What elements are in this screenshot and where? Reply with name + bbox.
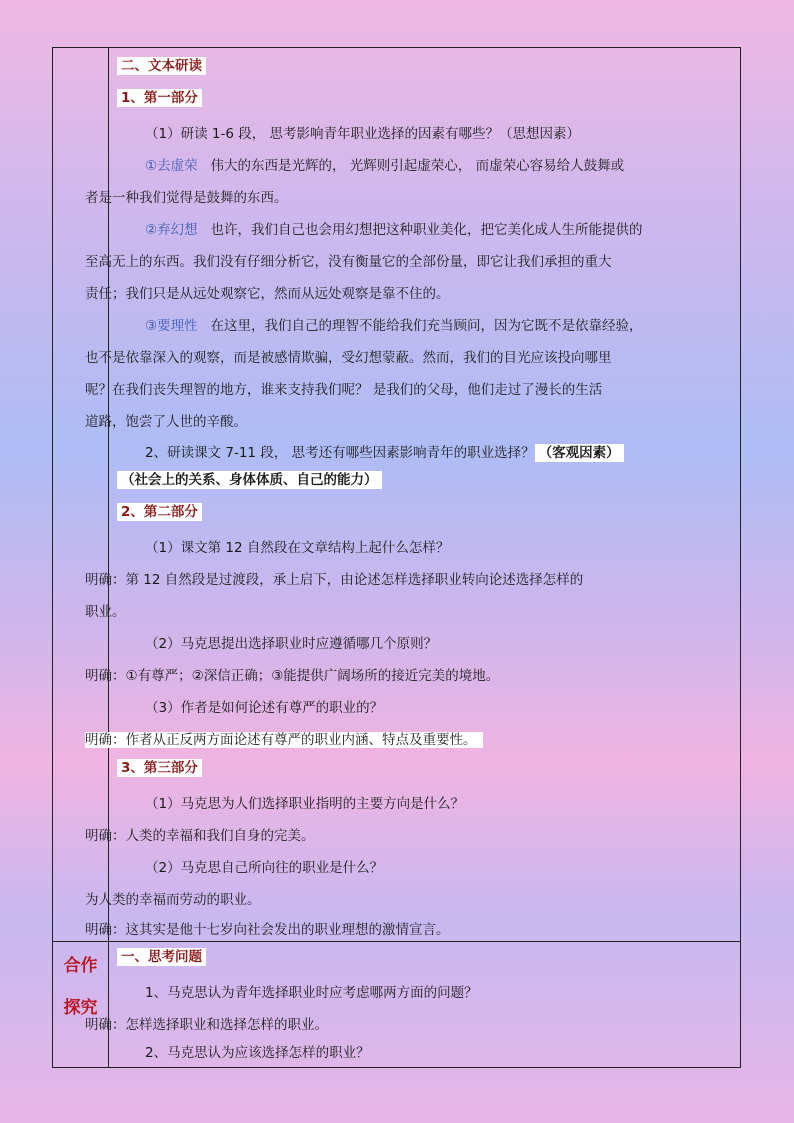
sidebar-label-line1: 合作 xyxy=(63,956,98,976)
part2-heading: 2、第二部分 xyxy=(117,503,202,521)
part2-question1: （1）课文第 12 自然段在文章结构上起什么怎样？ xyxy=(145,540,450,556)
inquiry-question2: 2、马克思认为应该选择怎样的职业？ xyxy=(145,1045,370,1061)
part2-answer3: 明确：作者从正反两方面论述有尊严的职业内涵、特点及重要性。 xyxy=(85,724,732,756)
item3-label: ③要理性 xyxy=(145,318,198,334)
part3-answer2: 为人类的幸福而劳动的职业。 xyxy=(85,892,261,908)
section-heading: 二、文本研读 xyxy=(117,57,206,75)
lesson-table xyxy=(52,47,741,1068)
inquiry-question1: 1、马克思认为青年选择职业时应考虑哪两方面的问题？ xyxy=(145,985,478,1001)
part3-answer1: 明确：人类的幸福和我们自身的完美。 xyxy=(85,828,315,844)
part1-item3: ③要理性 在这里，我们自己的理智不能给我们充当顾问，因为它既不是依靠经验， xyxy=(145,318,643,334)
part2-question3: （3）作者是如何论述有尊严的职业的？ xyxy=(145,700,384,716)
inquiry-section xyxy=(85,941,732,1069)
part3-question1: （1）马克思为人们选择职业指明的主要方向是什么？ xyxy=(145,796,465,812)
q2-tag: （客观因素） xyxy=(535,444,624,462)
part1-item2-cont1: 至高无上的东西。我们没有仔细分析它，没有衡量它的全部份量，即它让我们承担的重大 xyxy=(85,254,612,270)
part1-item3-cont3: 道路，饱尝了人世的辛酸。 xyxy=(85,414,247,430)
part1-question2-answer: （社会上的关系、身体体质、自己的能力） xyxy=(117,464,732,496)
part2-answer1: 明确：第 12 自然段是过渡段，承上启下，由论述怎样选择职业转向论述选择怎样的 xyxy=(85,572,584,588)
part2-answer1-cont: 职业。 xyxy=(85,604,126,620)
inquiry-heading: 一、思考问题 xyxy=(117,948,206,966)
text-study-section xyxy=(85,48,732,941)
part1-item2: ②弃幻想 也许，我们自己也会用幻想把这种职业美化，把它美化成人生所能提供的 xyxy=(145,222,643,238)
sidebar-label-line2: 探究 xyxy=(63,998,98,1018)
part1-item1: ①去虚荣 伟大的东西是光辉的， 光辉则引起虚荣心， 而虚荣心容易给人鼓舞或 xyxy=(145,158,625,174)
part1-item3-cont1: 也不是依靠深入的观察，而是被感情欺骗，受幻想蒙蔽。然而，我们的目光应该投向哪里 xyxy=(85,350,612,366)
part3-question2: （2）马克思自己所向往的职业是什么？ xyxy=(145,860,384,876)
part1-item2-cont2: 责任；我们只是从远处观察它，然而从远处观察是靠不住的。 xyxy=(85,286,450,302)
part1-item1-cont: 者是一种我们觉得是鼓舞的东西。 xyxy=(85,190,288,206)
part1-question2: 2、研读课文 7-11 段， 思考还有哪些因素影响青年的职业选择？ （客观因素） xyxy=(117,437,732,469)
part1-heading: 1、第一部分 xyxy=(117,89,202,107)
part2-answer2: 明确：①有尊严；②深信正确；③能提供广阔场所的接近完美的境地。 xyxy=(85,668,500,684)
part1-question1: （1）研读 1-6 段， 思考影响青年职业选择的因素有哪些？（思想因素） xyxy=(145,126,581,142)
part2-question2: （2）马克思提出选择职业时应遵循哪几个原则？ xyxy=(145,636,438,652)
inquiry-answer1: 明确：怎样选择职业和选择怎样的职业。 xyxy=(85,1017,328,1033)
part3-heading: 3、第三部分 xyxy=(117,759,202,777)
item2-label: ②弃幻想 xyxy=(145,222,198,238)
part3-answer2-cont: 明确：这其实是他十七岁向社会发出的职业理想的激情宣言。 xyxy=(85,922,450,938)
item1-label: ①去虚荣 xyxy=(145,158,198,174)
part1-item3-cont2: 呢？在我们丧失理智的地方，谁来支持我们呢？ 是我们的父母，他们走过了漫长的生活 xyxy=(85,382,603,398)
